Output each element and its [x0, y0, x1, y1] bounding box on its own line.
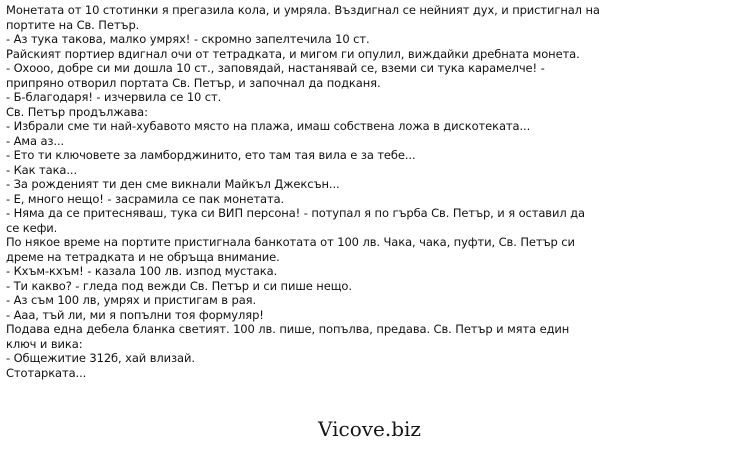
- text-line: - Б-благодаря! - изчервила се 10 ст.: [6, 90, 222, 104]
- joke-text: [6, 3, 734, 380]
- text-line: По някое време на портите пристигнала банкотата от 100 лв. Чака, чака, пуфти, Св. Петър си: [6, 235, 575, 249]
- text-line: Св. Петър продължава:: [6, 104, 148, 119]
- text-line: - Аз съм 100 лв, умрях и пристигам в рая.: [6, 293, 257, 307]
- text-line: - За рожденият ти ден сме викнали Майкъл Джексън...: [6, 177, 340, 191]
- text-line: - Ама аз...: [6, 133, 65, 148]
- text-line: Стотарката...: [6, 365, 87, 380]
- text-line: Подава една дебела бланка светият. 100 лв. пише, попълва, предава. Св. Петър и мята един: [6, 322, 570, 336]
- text-line: ключ и вика:: [6, 336, 83, 351]
- site-watermark: Vicove.biz: [318, 417, 421, 441]
- text-line: - Няма да се притесняваш, тука си ВИП персона! - потупал я по гърба Св. Петър, и я оставил да: [6, 206, 585, 220]
- text-line: - Охооо, добре си ми дошла 10 ст., заповядай, настанявай се, вземи си тука карамелче! -: [6, 61, 545, 75]
- text-line: - Аз тука такова, малко умрях! - скромно запелтечила 10 ст.: [6, 32, 370, 46]
- text-line: портите на Св. Петър.: [6, 17, 140, 32]
- text-line: - Кхъм-кхъм! - казала 100 лв. изпод мустака.: [6, 264, 278, 278]
- text-line: - Ааа, тъй ли, ми я попълни тоя формуляр!: [6, 307, 264, 322]
- text-line: Монетата от 10 стотинки я прегазила кола, и умряла. Въздигнал се нейният дух, и пристигнал на: [6, 3, 600, 17]
- text-line: се кефи.: [6, 220, 58, 235]
- text-line: Райският портиер вдигнал очи от тетрадката, и мигом ги опулил, виждайки дребната монета.: [6, 46, 580, 61]
- text-line: - Общежитие 312б, хай влизай.: [6, 351, 195, 365]
- text-line: дреме на тетрадката и не обръща внимание.: [6, 249, 280, 264]
- text-line: - Как така...: [6, 162, 78, 177]
- text-line: - Избрали сме ти най-хубавото място на плажа, имаш собствена ложа в дискотеката...: [6, 119, 531, 133]
- text-line: - Ето ти ключовете за ламборджинито, ето там тая вила е за тебе...: [6, 148, 416, 162]
- text-line: припряно отворил портата Св. Петър, и започнал да подканя.: [6, 75, 381, 90]
- text-line: - Ти какво? - гледа под вежди Св. Петър и си пише нещо.: [6, 278, 352, 293]
- text-line: - Е, много нещо! - засрамила се пак монетата.: [6, 191, 285, 206]
